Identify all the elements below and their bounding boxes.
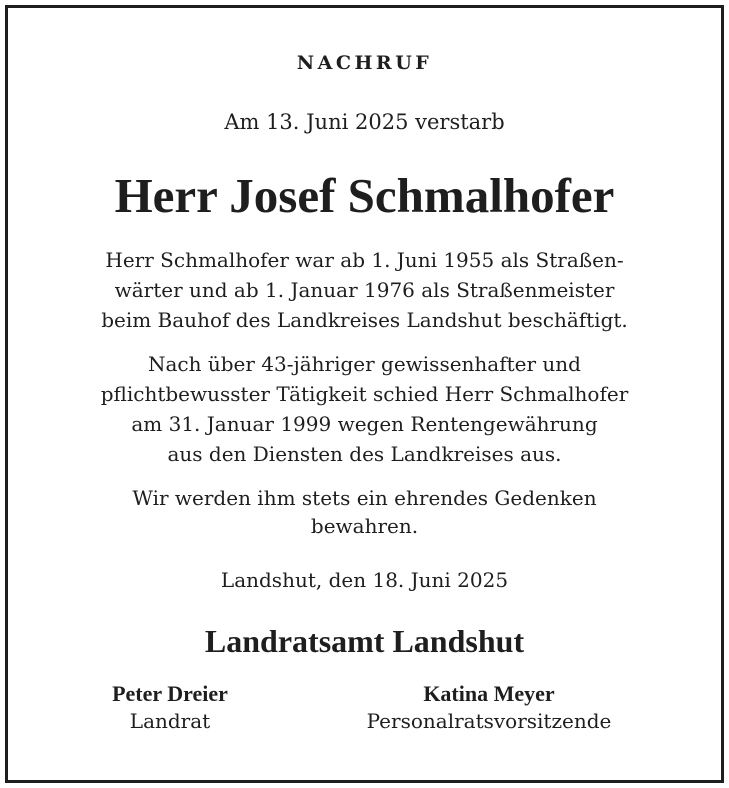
paragraph-line: bewahren. bbox=[310, 514, 419, 538]
signatory-name: Peter Dreier bbox=[112, 681, 228, 706]
paragraph-line: Herr Schmalhofer war ab 1. Juni 1955 als Straßen- bbox=[105, 248, 624, 272]
paragraph-line: aus den Diensten des Landkreises aus. bbox=[167, 442, 562, 466]
paragraph-line: wärter und ab 1. Januar 1976 als Straßenmeister bbox=[114, 278, 615, 302]
notice-heading: NACHRUF bbox=[296, 52, 433, 74]
organization-name: Landratsamt Landshut bbox=[204, 623, 525, 659]
place-date: Landshut, den 18. Juni 2025 bbox=[220, 568, 509, 592]
paragraph-line: Wir werden ihm stets ein ehrendes Gedenken bbox=[132, 486, 597, 510]
signatory-title: Landrat bbox=[129, 709, 211, 733]
paragraph-line: am 31. Januar 1999 wegen Rentengewährung bbox=[131, 412, 598, 436]
signature-block-2 bbox=[338, 681, 640, 735]
signature-block-1 bbox=[70, 681, 270, 735]
paragraph-line: beim Bauhof des Landkreises Landshut beschäftigt. bbox=[101, 308, 628, 332]
deceased-name: Herr Josef Schmalhofer bbox=[114, 168, 615, 223]
paragraph-line: pflichtbewusster Tätigkeit schied Herr Schmalhofer bbox=[100, 382, 629, 406]
intro-line: Am 13. Juni 2025 verstarb bbox=[224, 110, 505, 134]
paragraph-line: Nach über 43-jähriger gewissenhafter und bbox=[148, 352, 581, 376]
signatory-title: Personalratsvorsitzende bbox=[366, 709, 612, 733]
signatory-name: Katina Meyer bbox=[423, 681, 555, 706]
